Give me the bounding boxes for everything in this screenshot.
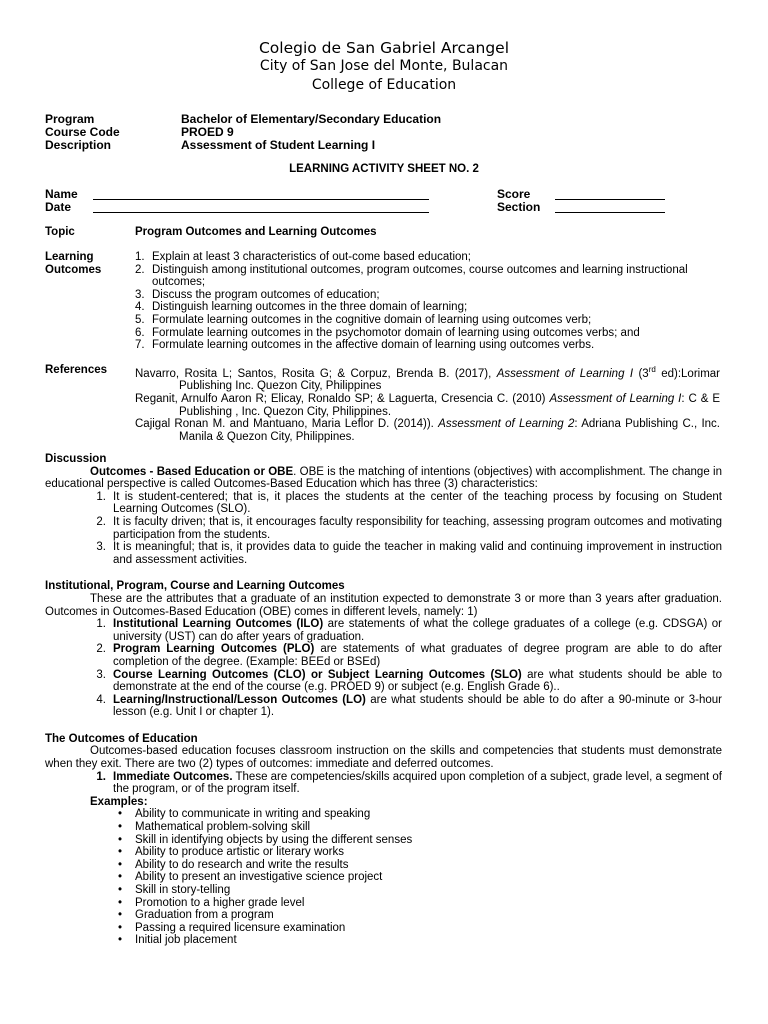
item-text: Discuss the program outcomes of education; <box>152 288 380 301</box>
item-text <box>113 618 722 643</box>
item-text: Formulate learning outcomes in the cognitive domain of learning using outcomes verb; <box>152 313 592 326</box>
list-item <box>45 541 722 566</box>
item-desc: are statements of what graduates of degree program are able to do after completion of the degree. (Example: BEEd or BSEd) <box>113 643 722 668</box>
reference-title: Assessment of Learning I <box>549 393 682 406</box>
bullet-icon: • <box>117 934 122 947</box>
item-number: 2. <box>135 263 145 276</box>
obe-text: . OBE is the matching of intentions (objectives) with accomplishment. The change in educational perspective is called Outcomes-Based Education which has three (3) characteristics: <box>45 465 722 491</box>
item-text <box>113 643 722 668</box>
item-desc: are statements of what the college graduates of a college (e.g. CDSGA) or university (UST) can do after years of graduation. <box>113 618 722 643</box>
item-term: Program Learning Outcomes (PLO) <box>113 643 315 656</box>
item-text: Ability to produce artistic or literary works <box>135 846 344 859</box>
list-item <box>135 251 720 264</box>
learning-outcomes-label-line2: Outcomes <box>45 263 102 276</box>
bullet-icon: • <box>117 833 122 846</box>
program-label: Program <box>45 112 95 126</box>
ipcl-intro: These are the attributes that a graduate of an institution expected to demonstrate 3 or more than 3 years after graduation. Outcomes in Outcomes-Based Education (OBE) comes in different levels, namely: 1) <box>45 592 722 618</box>
course-info <box>45 113 441 152</box>
examples-list <box>45 808 722 947</box>
topic-label: Topic <box>45 226 75 238</box>
references-list <box>135 364 720 443</box>
reference-text: Navarro, Rosita L; Santos, Rosita G; & Corpuz, Brenda B. (2017), <box>135 367 497 380</box>
list-item <box>45 922 722 935</box>
sheet-title: LEARNING ACTIVITY SHEET NO. 2 <box>289 163 479 175</box>
item-number: 1. <box>96 770 106 783</box>
reference-entry <box>135 418 720 443</box>
bullet-icon: • <box>117 858 122 871</box>
learning-outcomes-list <box>135 251 720 352</box>
list-item <box>45 884 722 897</box>
item-number: 2. <box>96 643 106 656</box>
outcome-levels-list <box>45 618 722 719</box>
bullet-icon: • <box>117 884 122 896</box>
item-text: Distinguish among institutional outcomes, program outcomes, course outcomes and learning instructional outcomes; <box>152 263 688 289</box>
item-number: 4. <box>135 301 145 314</box>
program-value: Bachelor of Elementary/Secondary Education <box>181 112 442 126</box>
list-item <box>135 327 720 340</box>
item-text <box>113 771 722 796</box>
reference-entry <box>135 393 720 418</box>
list-item <box>45 618 722 643</box>
item-text: Mathematical problem-solving skill <box>135 821 311 834</box>
date-section-row <box>45 201 665 214</box>
item-number: 1. <box>96 490 106 503</box>
list-item <box>45 491 722 516</box>
list-item <box>45 821 722 834</box>
item-text: Ability to communicate in writing and speaking <box>135 808 371 821</box>
item-text: Promotion to a higher grade level <box>135 896 305 909</box>
topic-row <box>45 226 377 238</box>
list-item <box>45 934 722 947</box>
bullet-icon: • <box>117 909 122 922</box>
course-code-label: Course Code <box>45 125 120 139</box>
item-text <box>113 669 722 694</box>
item-text: Formulate learning outcomes in the psychomotor domain of learning using outcomes verbs; and <box>152 326 640 339</box>
item-number: 2. <box>96 515 106 528</box>
reference-text: : C & E Publishing , Inc. Quezon City, Philippines. <box>179 393 720 418</box>
list-item <box>135 314 720 327</box>
list-item <box>45 669 722 694</box>
list-item <box>45 859 722 872</box>
list-item <box>45 643 722 668</box>
item-term: Learning/Instructional/Lesson Outcomes (LO) <box>113 693 366 706</box>
list-item <box>45 771 722 796</box>
description-label: Description <box>45 138 112 152</box>
list-item <box>135 301 720 314</box>
reference-text: Reganit, Arnulfo Aaron R; Elicay, Ronaldo SP; & Laguerta, Cresencia C. (2010) <box>135 393 550 406</box>
item-number: 5. <box>135 313 145 326</box>
item-number: 4. <box>96 693 106 706</box>
item-text: It is faculty driven; that is, it encourages faculty responsibility for teaching, assessing program outcomes and motivating participation from the students. <box>113 515 722 541</box>
section-blank[interactable] <box>555 201 665 213</box>
item-desc: are what students should be able to demonstrate at the end of the course (e.g. PROED 9) or subject (e.g. English Grade 6).. <box>113 668 723 694</box>
item-text: Skill in identifying objects by using the different senses <box>135 833 413 846</box>
outcomes-education-intro: Outcomes-based education focuses classroom instruction on the skills and competencies that students must demonstrate when they exit. There are two (2) types of outcomes: immediate and deferred outcomes. <box>45 745 722 771</box>
item-text: Ability to do research and write the results <box>135 858 349 871</box>
bullet-icon: • <box>117 896 122 909</box>
reference-superscript: rd <box>648 365 656 374</box>
item-number: 3. <box>96 668 106 681</box>
item-text: Passing a required licensure examination <box>135 921 346 934</box>
item-text: Graduation from a program <box>135 909 274 922</box>
item-desc: are what students should be able to do after a 90-minute or 3-hour lesson (e.g. Unit I or chapter 1). <box>113 693 722 719</box>
list-item <box>45 909 722 922</box>
course-code-value: PROED 9 <box>181 125 234 139</box>
reference-text: ed):Lorimar Publishing Inc. Quezon City, Philippines <box>179 367 721 393</box>
item-text: It is student-centered; that is, it places the students at the center of the teaching process by focusing on Student Learning Outcomes (SLO). <box>113 490 722 516</box>
obe-paragraph <box>45 466 722 491</box>
list-item <box>135 339 720 352</box>
name-blank[interactable] <box>93 188 429 200</box>
item-number: 7. <box>135 339 145 352</box>
reference-title: Assessment of Learning I <box>496 367 634 380</box>
section-label: Section <box>497 200 541 214</box>
obe-term: Outcomes - Based Education or OBE <box>90 465 294 478</box>
list-item <box>45 871 722 884</box>
item-desc: These are competencies/skills acquired upon completion of a subject, grade level, a segment of the program, or of the program itself. <box>113 770 722 796</box>
references-label: References <box>45 364 108 376</box>
outcomes-education-title: The Outcomes of Education <box>45 732 198 745</box>
college-name: College of Education <box>311 77 457 93</box>
bullet-icon: • <box>117 808 122 821</box>
bullet-icon: • <box>117 871 122 884</box>
list-item <box>135 289 720 302</box>
score-label: Score <box>497 187 531 201</box>
list-item <box>135 264 720 289</box>
ipcl-title: Institutional, Program, Course and Learning Outcomes <box>45 580 345 593</box>
reference-text: : Adriana Publishing C., Inc. Manila & Quezon City, Philippines. <box>179 418 720 443</box>
item-text: Ability to present an investigative science project <box>135 871 383 884</box>
name-label: Name <box>45 187 78 201</box>
reference-title: Assessment of Learning 2 <box>438 418 575 431</box>
description-row <box>45 139 441 152</box>
reference-text: (3 <box>633 367 649 380</box>
bullet-icon: • <box>117 846 122 859</box>
list-item <box>45 846 722 859</box>
item-text: Skill in story-telling <box>135 884 231 896</box>
list-item <box>45 516 722 541</box>
list-item <box>45 834 722 847</box>
name-score-row <box>45 188 665 201</box>
school-city: City of San Jose del Monte, Bulacan <box>259 58 509 74</box>
item-term: Course Learning Outcomes (CLO) or Subject Learning Outcomes (SLO) <box>113 668 522 681</box>
student-fields <box>45 188 665 214</box>
description-value: Assessment of Student Learning I <box>181 138 376 152</box>
item-number: 6. <box>135 326 145 339</box>
item-number: 3. <box>96 541 106 554</box>
reference-text: Cajigal Ronan M. and Mantuano, Maria Leflor D. (2014)). <box>135 418 439 431</box>
score-blank[interactable] <box>555 188 665 200</box>
item-text: Initial job placement <box>135 934 237 947</box>
item-text: Distinguish learning outcomes in the three domain of learning; <box>152 301 468 314</box>
school-name: Colegio de San Gabriel Arcangel <box>258 39 510 57</box>
list-item <box>45 897 722 910</box>
item-text: Formulate learning outcomes in the affective domain of learning using outcomes verbs. <box>152 339 595 352</box>
item-term: Immediate Outcomes. <box>113 770 233 783</box>
characteristics-list <box>45 491 722 567</box>
bullet-icon: • <box>117 821 122 834</box>
item-text: Explain at least 3 characteristics of out-come based education; <box>152 251 471 263</box>
reference-entry <box>135 364 720 393</box>
date-label: Date <box>45 200 72 214</box>
discussion-title: Discussion <box>45 453 107 465</box>
item-term: Institutional Learning Outcomes (ILO) <box>113 618 324 631</box>
learning-outcomes-label <box>45 251 125 276</box>
discussion-section <box>45 453 722 947</box>
item-number: 3. <box>135 288 145 301</box>
list-item <box>45 694 722 719</box>
outcome-types-list <box>45 771 722 796</box>
item-number: 1. <box>96 618 106 631</box>
list-item <box>45 808 722 821</box>
learning-outcomes-label-line1: Learning <box>45 251 94 263</box>
topic-value: Program Outcomes and Learning Outcomes <box>135 226 377 238</box>
item-number: 1. <box>135 251 145 263</box>
bullet-icon: • <box>117 921 122 934</box>
item-text <box>113 694 722 719</box>
item-text: It is meaningful; that is, it provides data to guide the teacher in making valid and continuing improvement in instruction and assessment activities. <box>113 541 722 566</box>
date-blank[interactable] <box>93 201 429 213</box>
examples-title: Examples: <box>90 795 148 808</box>
